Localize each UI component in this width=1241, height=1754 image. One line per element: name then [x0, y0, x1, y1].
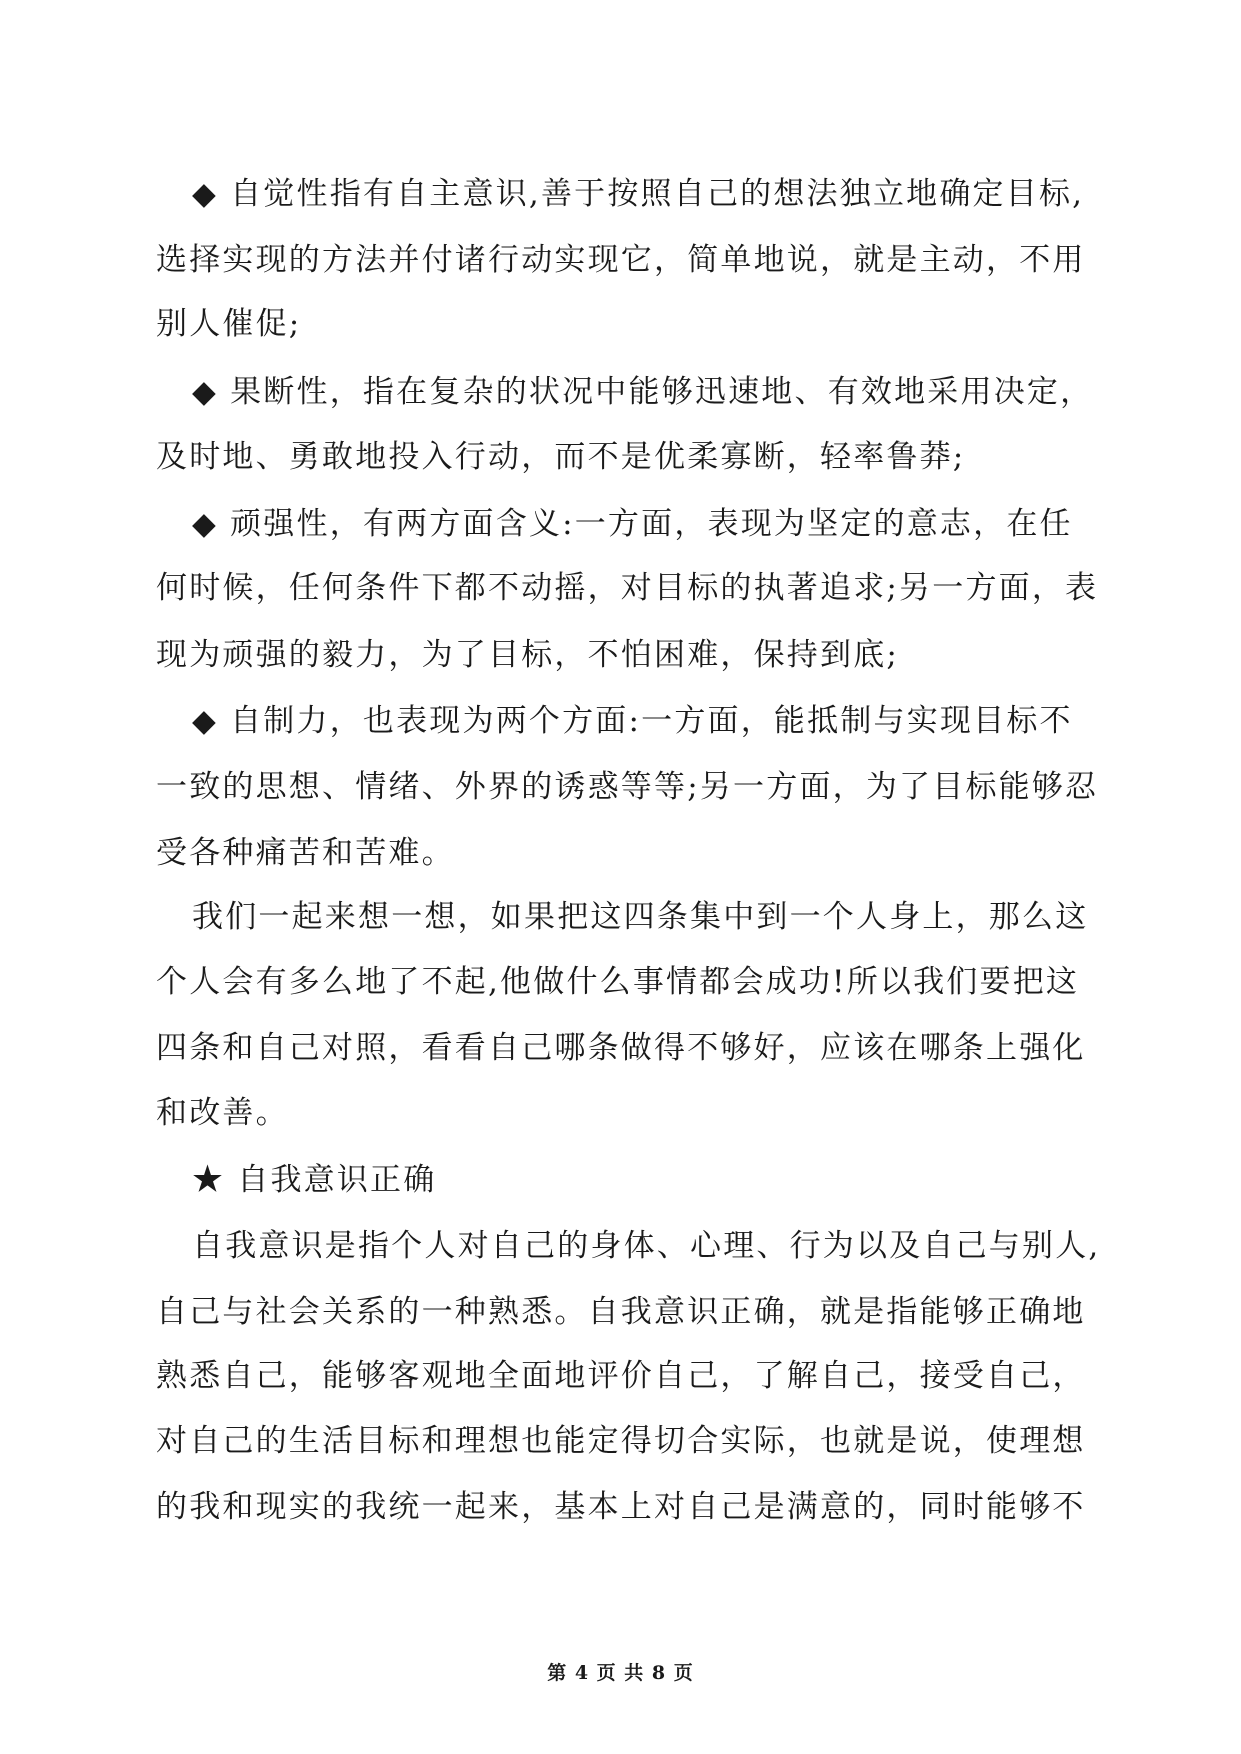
- text-line: 现为顽强的毅力，为了目标，不怕困难，保持到底;: [156, 637, 900, 673]
- page-footer: 第 4 页 共 8 页: [547, 1662, 694, 1684]
- text-line: ◆ 果断性，指在复杂的状况中能够迅速地、有效地采用决定，: [192, 374, 1094, 410]
- text-line: 何时候，任何条件下都不动摇，对目标的执著追求;另一方面，表: [156, 570, 1099, 606]
- text-line: 一致的思想、情绪、外界的诱惑等等;另一方面，为了目标能够忍: [156, 769, 1099, 805]
- text-line: 受各种痛苦和苦难。: [156, 835, 455, 871]
- text-line: 及时地、勇敢地投入行动，而不是优柔寡断，轻率鲁莽;: [156, 439, 966, 475]
- text-line: ◆ 顽强性，有两方面含义:一方面，表现为坚定的意志，在任: [192, 506, 1073, 542]
- section-heading: ★ 自我意识正确: [192, 1162, 437, 1198]
- text-line: 对自己的生活目标和理想也能定得切合实际，也就是说，使理想: [156, 1423, 1086, 1459]
- text-line: 个人会有多么地了不起,他做什么事情都会成功!所以我们要把这: [156, 964, 1080, 1000]
- text-line: 我们一起来想一想，如果把这四条集中到一个人身上，那么这: [192, 899, 1089, 935]
- text-line: 别人催促;: [156, 306, 302, 342]
- text-line: 熟悉自己，能够客观地全面地评价自己，了解自己，接受自己，: [156, 1358, 1086, 1394]
- text-line: 自己与社会关系的一种熟悉。自我意识正确，就是指能够正确地: [156, 1294, 1086, 1330]
- text-line: 的我和现实的我统一起来，基本上对自己是满意的，同时能够不: [156, 1489, 1086, 1525]
- text-line: ◆ 自制力，也表现为两个方面:一方面，能抵制与实现目标不: [192, 703, 1073, 739]
- text-line: 选择实现的方法并付诸行动实现它，简单地说，就是主动，不用: [156, 242, 1086, 278]
- text-line: 四条和自己对照，看看自己哪条做得不够好，应该在哪条上强化: [156, 1030, 1086, 1066]
- text-line: ◆ 自觉性指有自主意识,善于按照自己的想法独立地确定目标,: [192, 176, 1085, 212]
- text-line: 自我意识是指个人对自己的身体、心理、行为以及自己与别人,: [192, 1228, 1101, 1264]
- text-line: 和改善。: [156, 1095, 289, 1131]
